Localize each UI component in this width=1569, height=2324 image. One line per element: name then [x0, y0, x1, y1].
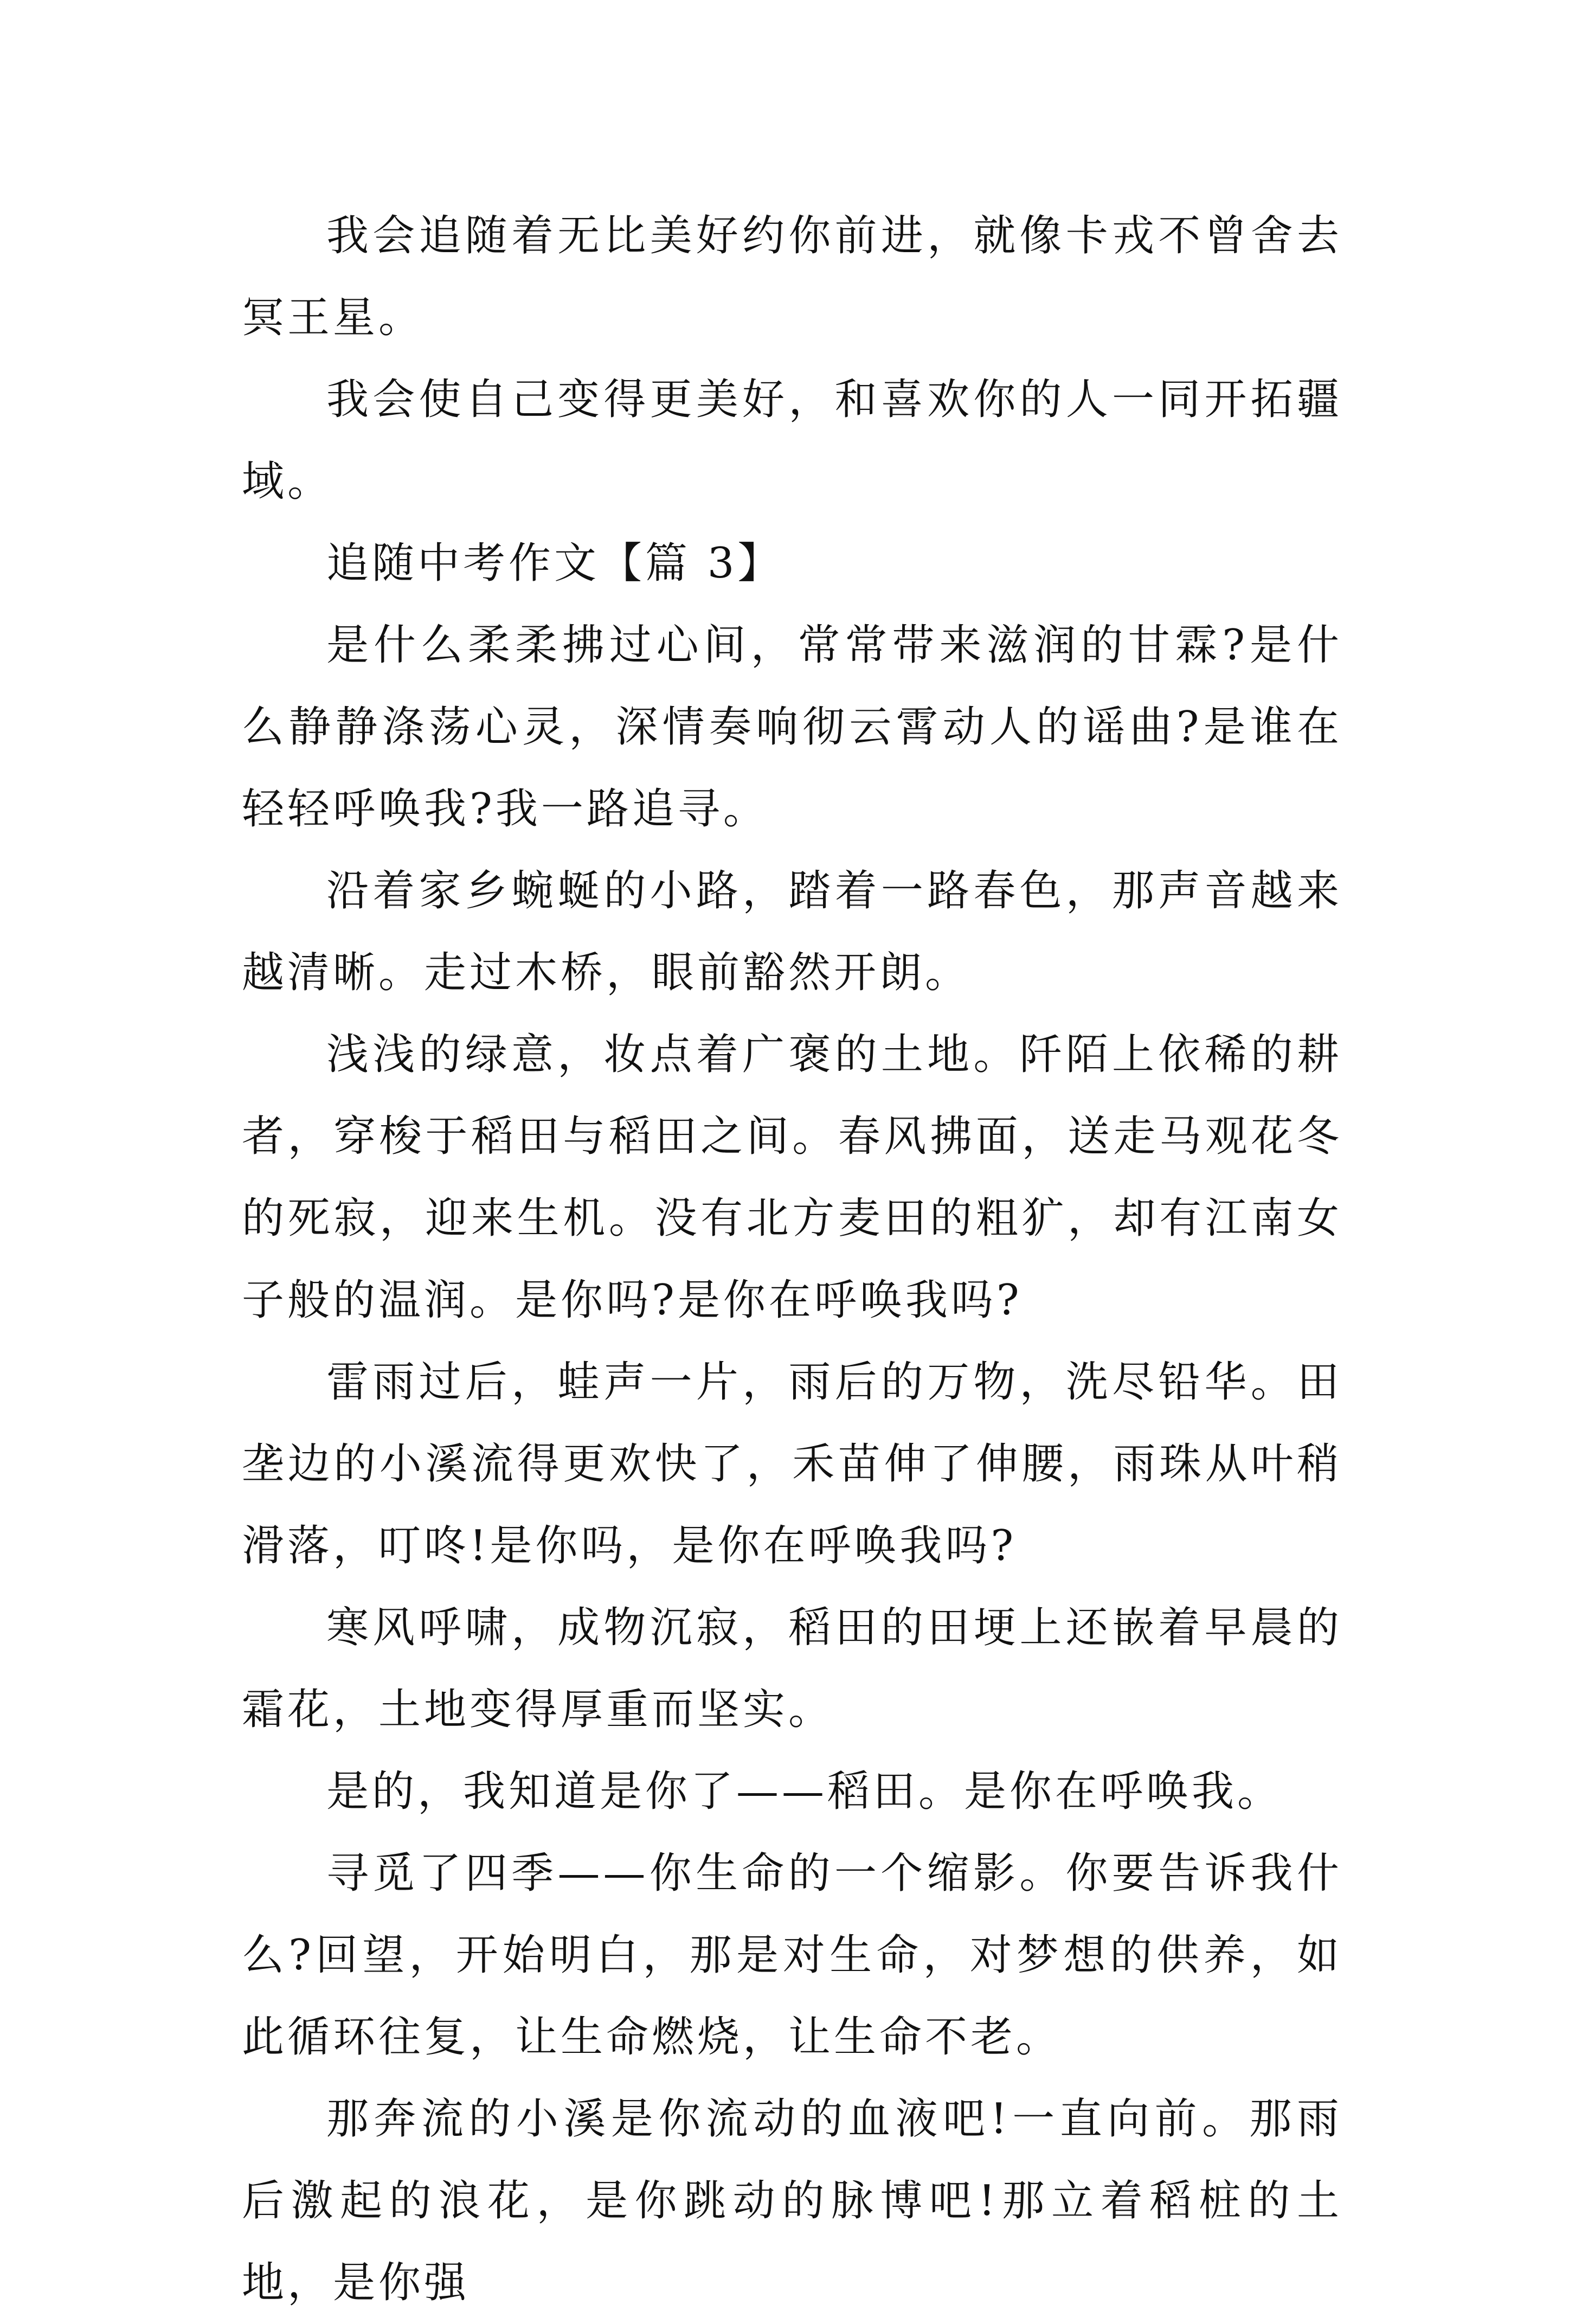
- paragraph: 雷雨过后，蛙声一片，雨后的万物，洗尽铅华。田垄边的小溪流得更欢快了，禾苗伸了伸腰，雨珠从叶稍滑落，叮咚!是你吗，是你在呼唤我吗?: [242, 1358, 1342, 1570]
- section-heading: 追随中考作文【篇 3】: [326, 539, 783, 588]
- paragraph: 沿着家乡蜿蜒的小路，踏着一路春色，那声音越来越清晰。走过木桥，眼前豁然开朗。: [242, 866, 1342, 997]
- document-body: [242, 195, 1342, 2324]
- paragraph: 是的，我知道是你了——稻田。是你在呼唤我。: [326, 1767, 1283, 1816]
- paragraph: 是什么柔柔拂过心间，常常带来滋润的甘霖?是什么静静涤荡心灵，深情奏响彻云霄动人的谣曲?是谁在轻轻呼唤我?我一路追寻。: [242, 621, 1342, 833]
- paragraph: 我会使自己变得更美好，和喜欢你的人一同开拓疆域。: [242, 375, 1342, 506]
- paragraph: 浅浅的绿意，妆点着广褒的土地。阡陌上依稀的耕者，穿梭于稻田与稻田之间。春风拂面，送走马观花冬的死寂，迎来生机。没有北方麦田的粗犷，却有江南女子般的温润。是你吗?是你在呼唤我吗?: [242, 1030, 1342, 1325]
- paragraph: 我会追随着无比美好约你前进，就像卡戎不曾舍去冥王星。: [242, 211, 1342, 342]
- paragraph: 寻觅了四季——你生命的一个缩影。你要告诉我什么?回望，开始明白，那是对生命，对梦想的供养，如此循环往复，让生命燃烧，让生命不老。: [242, 1849, 1342, 2062]
- paragraph: 寒风呼啸，成物沉寂，稻田的田埂上还嵌着早晨的霜花，土地变得厚重而坚实。: [242, 1603, 1342, 1734]
- paragraph: 那奔流的小溪是你流动的血液吧!一直向前。那雨后激起的浪花，是你跳动的脉博吧!那立着稻桩的土地，是你强: [242, 2095, 1342, 2307]
